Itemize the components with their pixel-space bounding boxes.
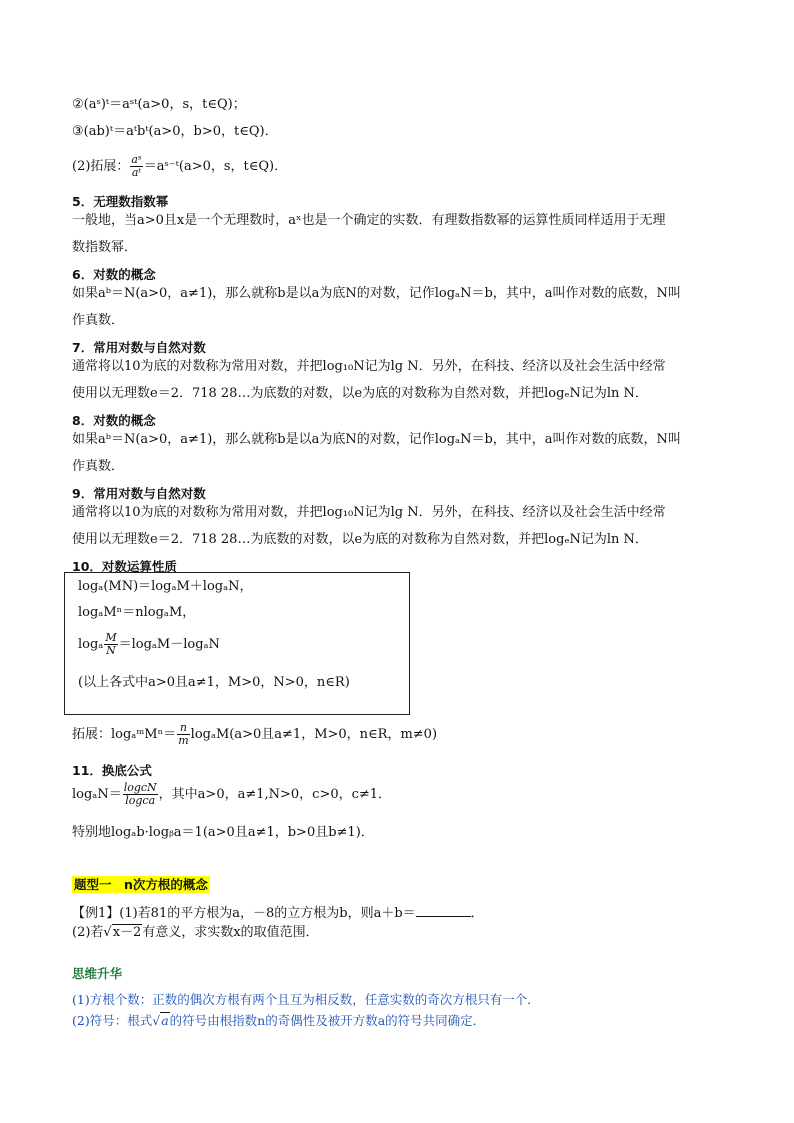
log-rule-conditions: (以上各式中a>0且a≠1，M>0，N>0，n∈R) [78,675,350,690]
rule-3: ③(ab)ᵗ＝aᵗbᵗ(a>0，b>0，t∈Q)． [72,124,278,139]
thinking-point-2: (2)符号：根式√a的符号由根指数n的奇偶性及被开方数a的符号共同确定． [72,1013,486,1028]
para-8-line-1: 如果aᵇ＝N(a>0，a≠1)，那么就称b是以a为底N的对数，记作logₐN＝b，其中，a叫作对数的底数，N叫 [72,432,681,447]
sqrt-icon: √ [152,1013,161,1028]
fraction: $\frac{\text{aˢ}}{\text{aᵗ}}$ [131,153,142,179]
para-7-line-1: 通常将以10为底的对数称为常用对数，并把log₁₀N记为lg N．另外，在科技、经济以及社会生活中经常 [72,359,666,374]
heading-11: 11．换底公式 [72,763,152,778]
extension-label: (2)拓展： [72,159,130,174]
heading-8: 8．对数的概念 [72,413,156,428]
thinking-point-1: (1)方根个数：正数的偶次方根有两个且互为相反数，任意实数的奇次方根只有一个． [72,992,540,1007]
heading-7: 7．常用对数与自然对数 [72,340,206,355]
heading-5: 5．无理数指数幂 [72,194,169,209]
fraction: $\frac{\text{logcN}}{\text{logca}}$ [123,781,157,807]
sqrt-icon: √ [103,925,112,940]
log-rule-power: logₐMⁿ＝nlogₐM， [78,605,196,620]
heading-9: 9．常用对数与自然对数 [72,486,206,501]
para-5-line-2: 数指数幂． [72,240,138,255]
heading-10: 10．对数运算性质 [72,559,177,574]
log-rule-product: logₐ(MN)＝logₐM＋logₐN， [78,579,253,594]
heading-6: 6．对数的概念 [72,267,156,282]
para-7-line-2: 使用以无理数e＝2．718 28…为底数的对数，以e为底的对数称为自然对数，并把logₑN记为ln N． [72,386,648,401]
log-extension: 拓展：logₐᵐMⁿ＝ $\frac{n}{m}$ logₐM(a>0且a≠1，M>0，n∈R，m≠0) [72,721,438,747]
thinking-heading: 思维升华 [72,966,123,981]
extension-formula: (2)拓展： $\frac{\text{aˢ}}{\text{aᵗ}}$ ＝aˢ⁻ᵗ(a>0，s，t∈Q)． [72,153,288,179]
example-1-part-2: (2)若√x－2有意义，求实数x的取值范围． [72,925,319,940]
special-case: 特别地logₐb·logᵦa＝1(a>0且a≠1，b>0且b≠1)． [72,825,374,840]
fraction: $\frac{n}{m}$ [178,721,189,747]
para-9-line-2: 使用以无理数e＝2．718 28…为底数的对数，以e为底的对数称为自然对数，并把logₑN记为ln N． [72,532,648,547]
topic-heading: 题型一 n次方根的概念 [74,877,208,892]
para-9-line-1: 通常将以10为底的对数称为常用对数，并把log₁₀N记为lg N．另外，在科技、经济以及社会生活中经常 [72,505,666,520]
example-1-part-1: 【例1】(1)若81的平方根为a，－8的立方根为b，则a＋b＝ ． [72,906,484,921]
log-rule-quotient: logₐ $\frac{M}{N}$ ＝logₐM－logₐN [78,631,220,657]
para-5-line-1: 一般地，当a>0且x是一个无理数时，aˣ也是一个确定的实数．有理数指数幂的运算性质同样适用于无理 [72,213,666,228]
para-6-line-1: 如果aᵇ＝N(a>0，a≠1)，那么就称b是以a为底N的对数，记作logₐN＝b，其中，a叫作对数的底数，N叫 [72,286,681,301]
para-8-line-2: 作真数． [72,459,125,474]
rule-2: ②(aˢ)ᵗ＝aˢᵗ(a>0，s，t∈Q)； [72,97,246,112]
para-6-line-2: 作真数． [72,313,125,328]
change-of-base-formula: logₐN＝ $\frac{\text{logcN}}{\text{logca}}$ ，其中a>0，a≠1,N>0，c>0，c≠1． [72,781,392,807]
fraction: $\frac{M}{N}$ [105,631,117,657]
answer-blank[interactable] [416,904,471,917]
